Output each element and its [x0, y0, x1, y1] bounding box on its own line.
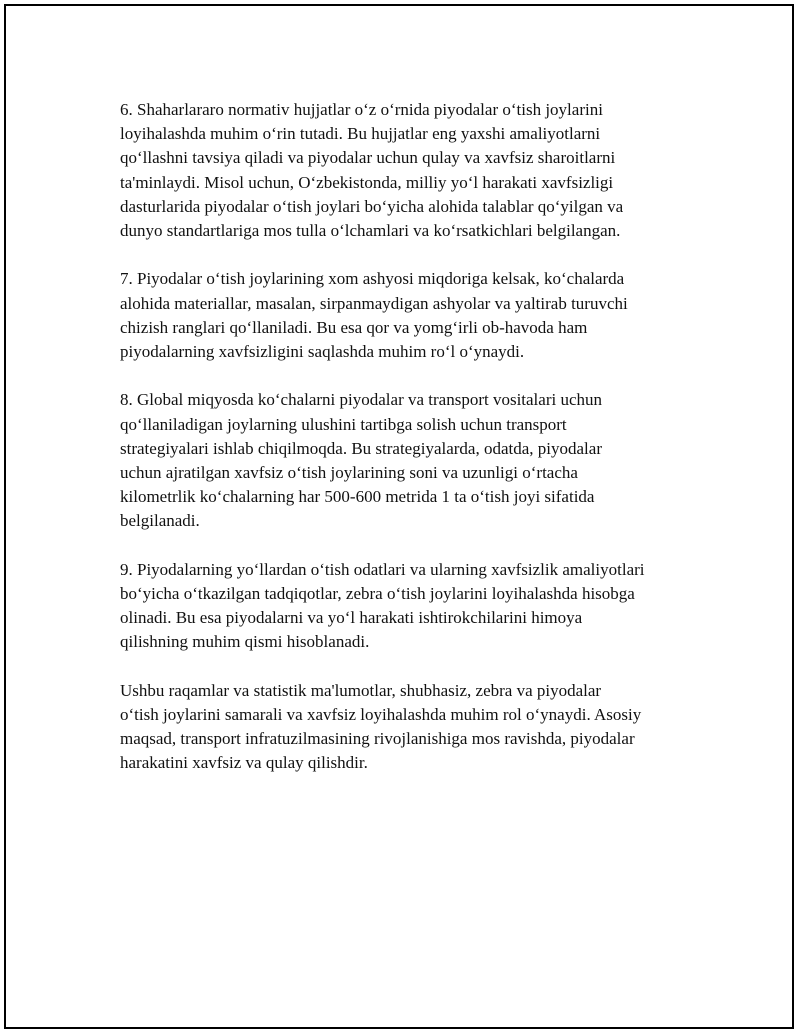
- text-line: o‘tish joylarini samarali va xavfsiz loyihalashda muhim rol o‘ynaydi. Asosiy: [120, 705, 642, 725]
- text-line: piyodalarning xavfsizligini saqlashda muhim ro‘l o‘ynaydi.: [120, 342, 525, 362]
- text-line: 6. Shaharlararo normativ hujjatlar o‘z o‘rnida piyodalar o‘tish joylarini: [120, 100, 603, 119]
- text-line: dunyo standartlariga mos tulla o‘lchamlari va ko‘rsatkichlari belgilangan.: [120, 221, 621, 241]
- text-line: ta'minlaydi. Misol uchun, O‘zbekistonda, milliy yo‘l harakati xavfsizligi: [120, 172, 614, 192]
- text-line: Ushbu raqamlar va statistik ma'lumotlar, shubhasiz, zebra va piyodalar: [120, 680, 602, 700]
- text-line: bo‘yicha o‘tkazilgan tadqiqotlar, zebra o‘tish joylarini loyihalashda hisobga: [120, 584, 635, 604]
- text-line: uchun ajratilgan xavfsiz o‘tish joylarining soni va uzunligi o‘rtacha: [120, 463, 578, 483]
- text-line: kilometrlik ko‘chalarning har 500-600 metrida 1 ta o‘tish joyi sifatida: [120, 487, 595, 507]
- text-line: strategiyalari ishlab chiqilmoqda. Bu strategiyalarda, odatda, piyodalar: [120, 438, 602, 458]
- text-line: harakatini xavfsiz va qulay qilishdir.: [120, 753, 368, 773]
- text-line: dasturlarida piyodalar o‘tish joylari bo‘yicha alohida talablar qo‘yilgan va: [120, 196, 624, 216]
- paragraph-8: [120, 388, 700, 533]
- text-line: olinadi. Bu esa piyodalarni va yo‘l harakati ishtirokchilarini himoya: [120, 608, 583, 628]
- text-line: 8. Global miqyosda ko‘chalarni piyodalar va transport vositalari uchun: [120, 390, 603, 410]
- paragraph-9: [120, 558, 700, 655]
- text-line: alohida materiallar, masalan, sirpanmaydigan ashyolar va yaltirab turuvchi: [120, 293, 628, 313]
- text-line: loyihalashda muhim o‘rin tutadi. Bu hujjatlar eng yaxshi amaliyotlarni: [120, 124, 601, 144]
- text-line: chizish ranglari qo‘llaniladi. Bu esa qor va yomg‘irli ob-havoda ham: [120, 317, 588, 337]
- text-line: qilishning muhim qismi hisoblanadi.: [120, 632, 370, 652]
- document-page: [4, 4, 794, 1029]
- paragraph-conclusion: [120, 679, 700, 776]
- text-line: 9. Piyodalarning yo‘llardan o‘tish odatlari va ularning xavfsizlik amaliyotlari: [120, 559, 645, 579]
- text-line: belgilanadi.: [120, 511, 200, 531]
- text-line: 7. Piyodalar o‘tish joylarining xom ashyosi miqdoriga kelsak, ko‘chalarda: [120, 269, 625, 289]
- text-line: qo‘llashni tavsiya qiladi va piyodalar uchun qulay va xavfsiz sharoitlarni: [120, 148, 616, 168]
- text-line: qo‘llaniladigan joylarning ulushini tartibga solish uchun transport: [120, 414, 567, 434]
- paragraph-7: [120, 267, 700, 364]
- text-line: maqsad, transport infratuzilmasining rivojlanishiga mos ravishda, piyodalar: [120, 729, 635, 749]
- document-body: [120, 98, 700, 800]
- paragraph-6: [120, 98, 700, 243]
